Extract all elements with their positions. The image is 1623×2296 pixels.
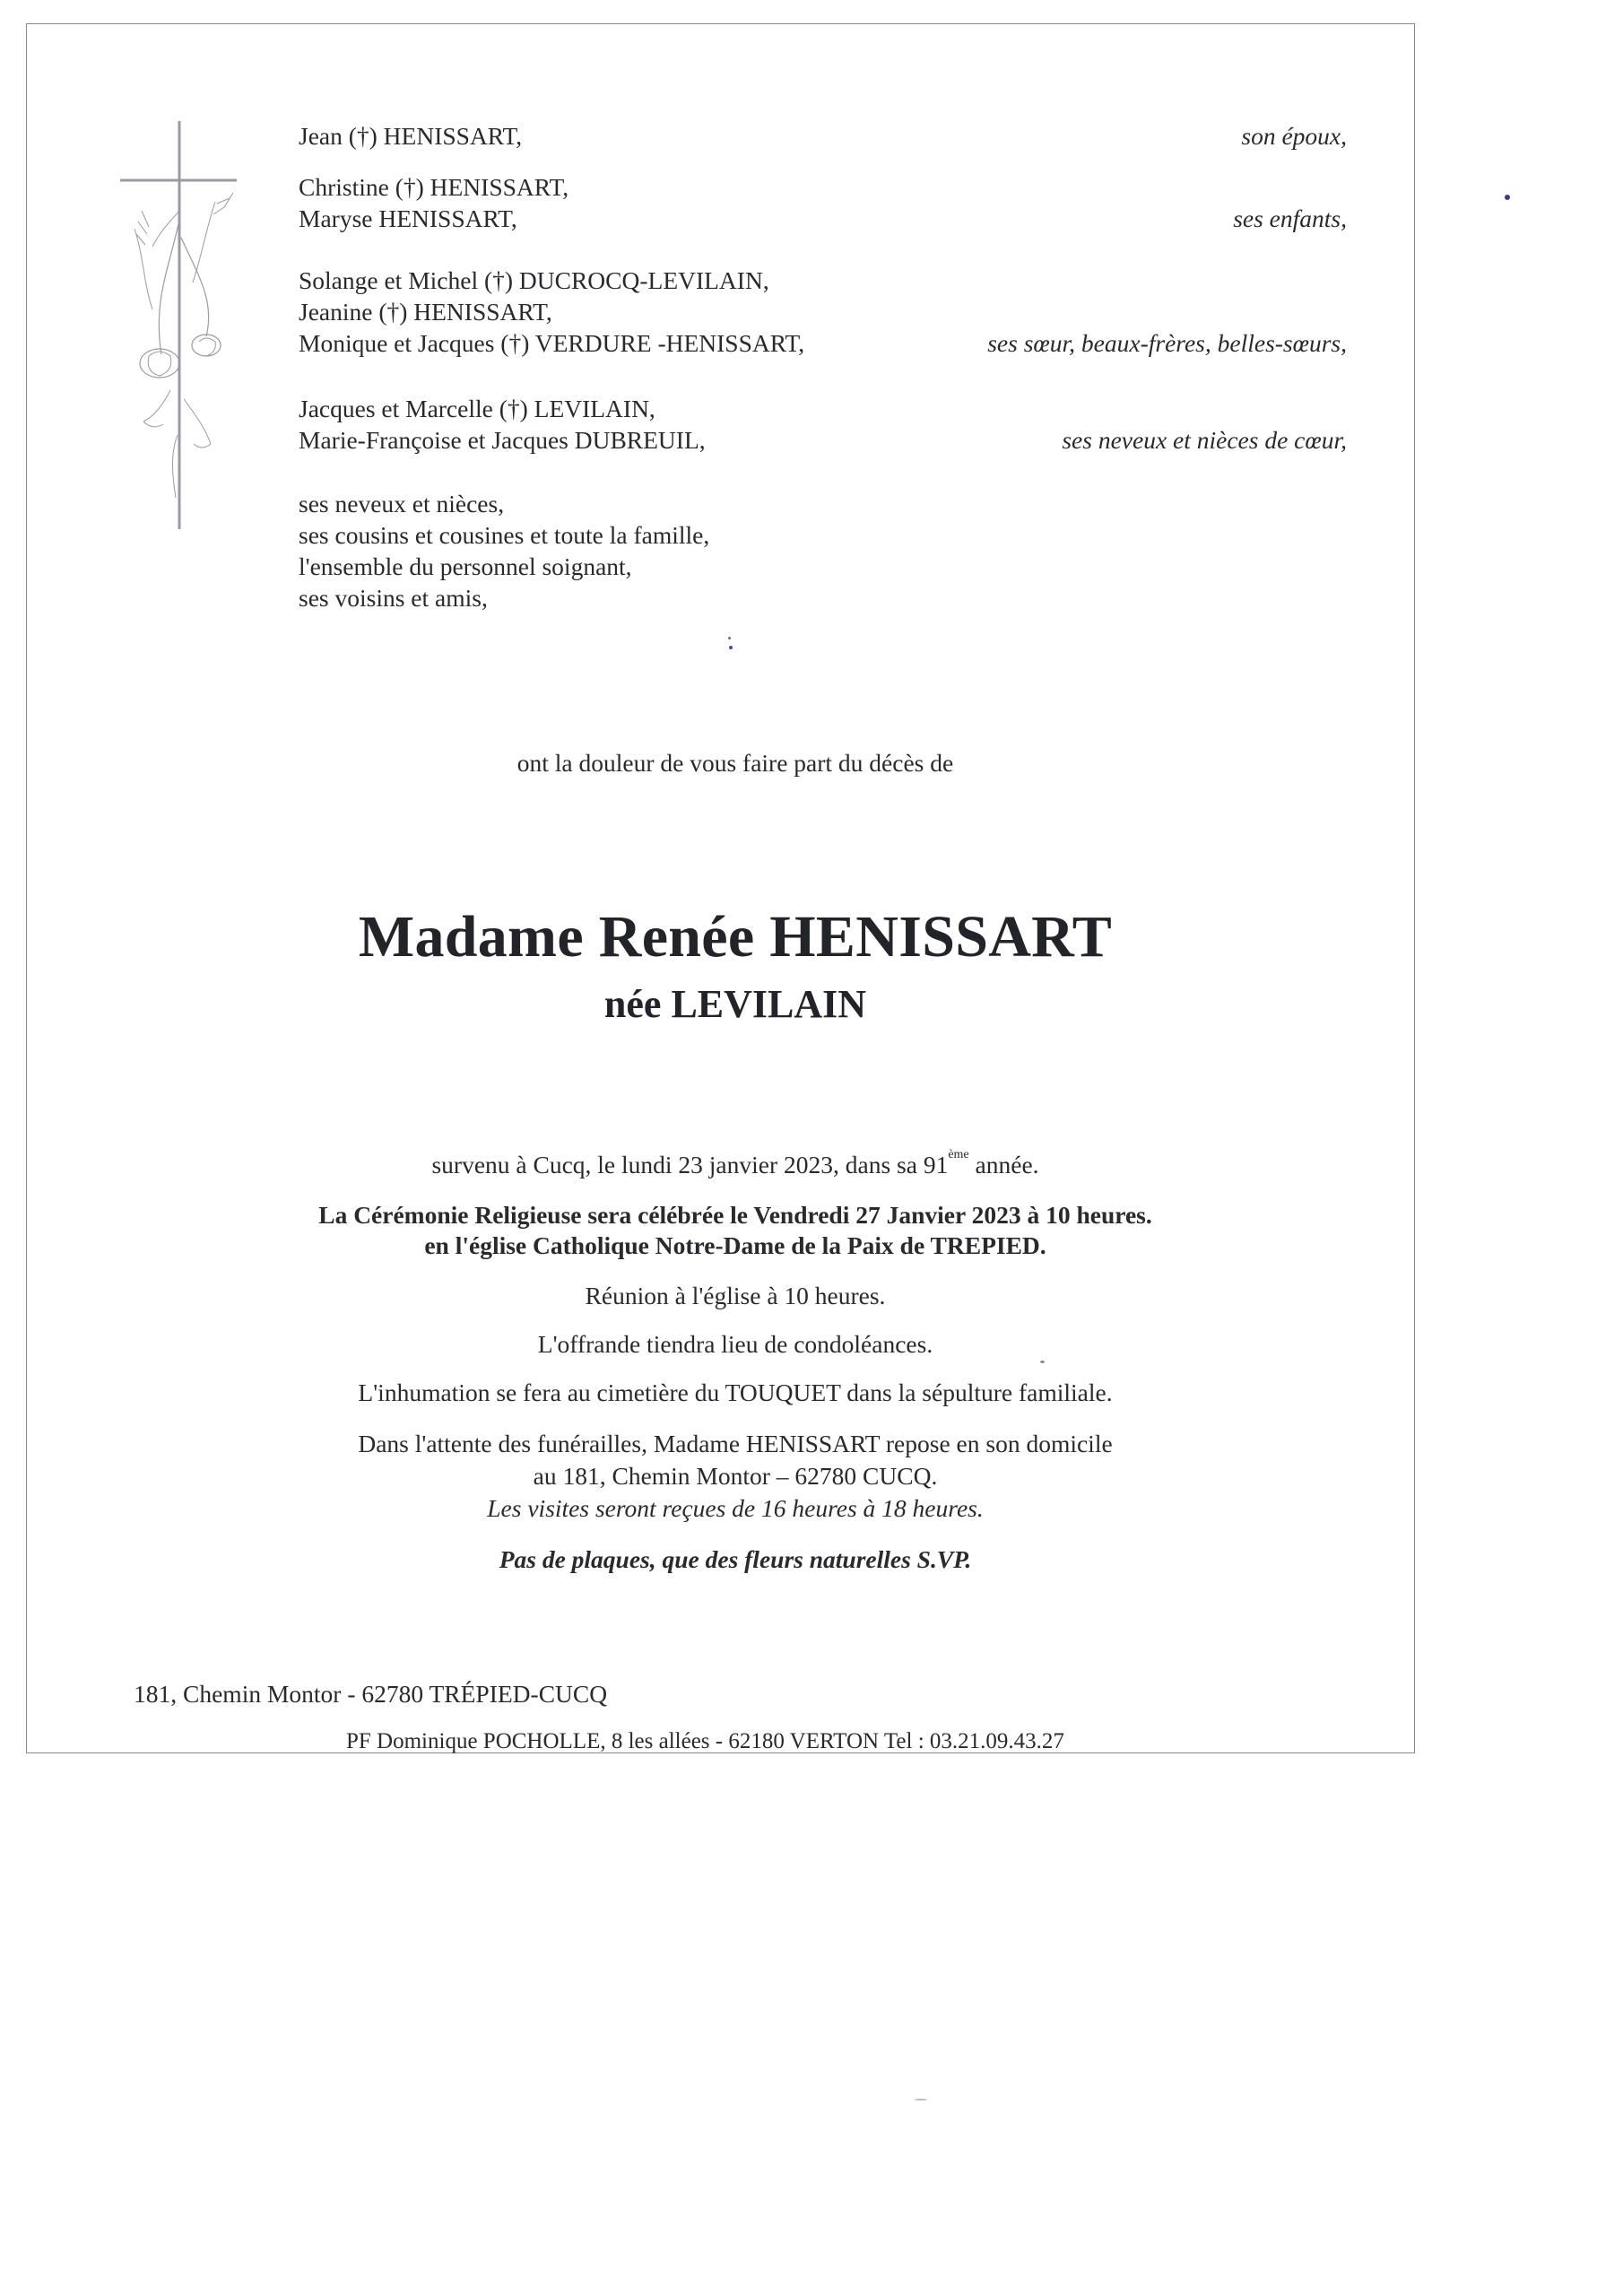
ceremony-church: en l'église Catholique Notre-Dame de la Paix de TREPIED. [424, 1231, 1046, 1259]
funeral-home-info: PF Dominique POCHOLLE, 8 les allées - 62180 VERTON Tel : 03.21.09.43.27 [346, 1729, 1064, 1753]
family-name: Solange et Michel (†) DUCROCQ-LEVILAIN, [299, 266, 769, 294]
family-relation: ses sœur, beaux-frères, belles-sœurs, [987, 329, 1347, 357]
ceremony-line: La Cérémonie Religieuse sera célébrée le Vendredi 27 Janvier 2023 à 10 heures. [318, 1201, 1152, 1229]
announcement: ont la douleur de vous faire part du décès de [516, 749, 954, 777]
burial-info: L'inhumation se fera au cimetière du TOUQUET dans la sépulture familiale. [358, 1378, 1113, 1406]
cross-flower-icon [117, 121, 260, 529]
family-name: Marie-Françoise et Jacques DUBREUIL, [299, 426, 706, 454]
scan-speck [1040, 1361, 1045, 1363]
family-relation: ses enfants, [1233, 204, 1347, 232]
scan-speck [915, 2099, 927, 2100]
family-name: Jean (†) HENISSART, [299, 122, 523, 150]
death-ordinal: ème [948, 1148, 969, 1161]
family-name: Monique et Jacques (†) VERDURE -HENISSART, [299, 329, 805, 357]
family-name: Christine (†) HENISSART, [299, 173, 569, 201]
others-line: ses voisins et amis, [299, 584, 488, 612]
rest-address: au 181, Chemin Montor – 62780 CUCQ. [533, 1462, 938, 1490]
death-info [0, 1148, 1471, 1178]
meeting-info: Réunion à l'église à 10 heures. [585, 1282, 886, 1309]
visiting-hours: Les visites seront reçues de 16 heures à 18 heures. [487, 1494, 984, 1522]
scan-speck [729, 646, 733, 649]
family-address: 181, Chemin Montor - 62780 TRÉPIED-CUCQ [134, 1680, 608, 1708]
flowers-note: Pas de plaques, que des fleurs naturelles S.VP. [499, 1545, 972, 1573]
rest-info: Dans l'attente des funérailles, Madame HENISSART repose en son domicile [358, 1430, 1113, 1457]
death-text-end: année. [968, 1151, 1039, 1178]
family-relation: son époux, [1241, 122, 1347, 150]
others-line: l'ensemble du personnel soignant, [299, 552, 632, 580]
offering-info: L'offrande tiendra lieu de condoléances. [537, 1330, 933, 1358]
death-text: survenu à Cucq, le lundi 23 janvier 2023, dans sa 91 [431, 1151, 949, 1178]
family-name: Jacques et Marcelle (†) LEVILAIN, [299, 395, 655, 422]
others-line: ses neveux et nièces, [299, 490, 505, 517]
deceased-name: Madame Renée HENISSART [358, 904, 1113, 970]
scan-speck [728, 637, 731, 639]
family-name: Jeanine (†) HENISSART, [299, 298, 552, 326]
family-relation: ses neveux et nièces de cœur, [1062, 426, 1347, 454]
deceased-maiden-name: née LEVILAIN [603, 982, 867, 1026]
scan-speck [1505, 195, 1510, 200]
family-name: Maryse HENISSART, [299, 204, 517, 232]
others-line: ses cousins et cousines et toute la famille, [299, 521, 710, 549]
